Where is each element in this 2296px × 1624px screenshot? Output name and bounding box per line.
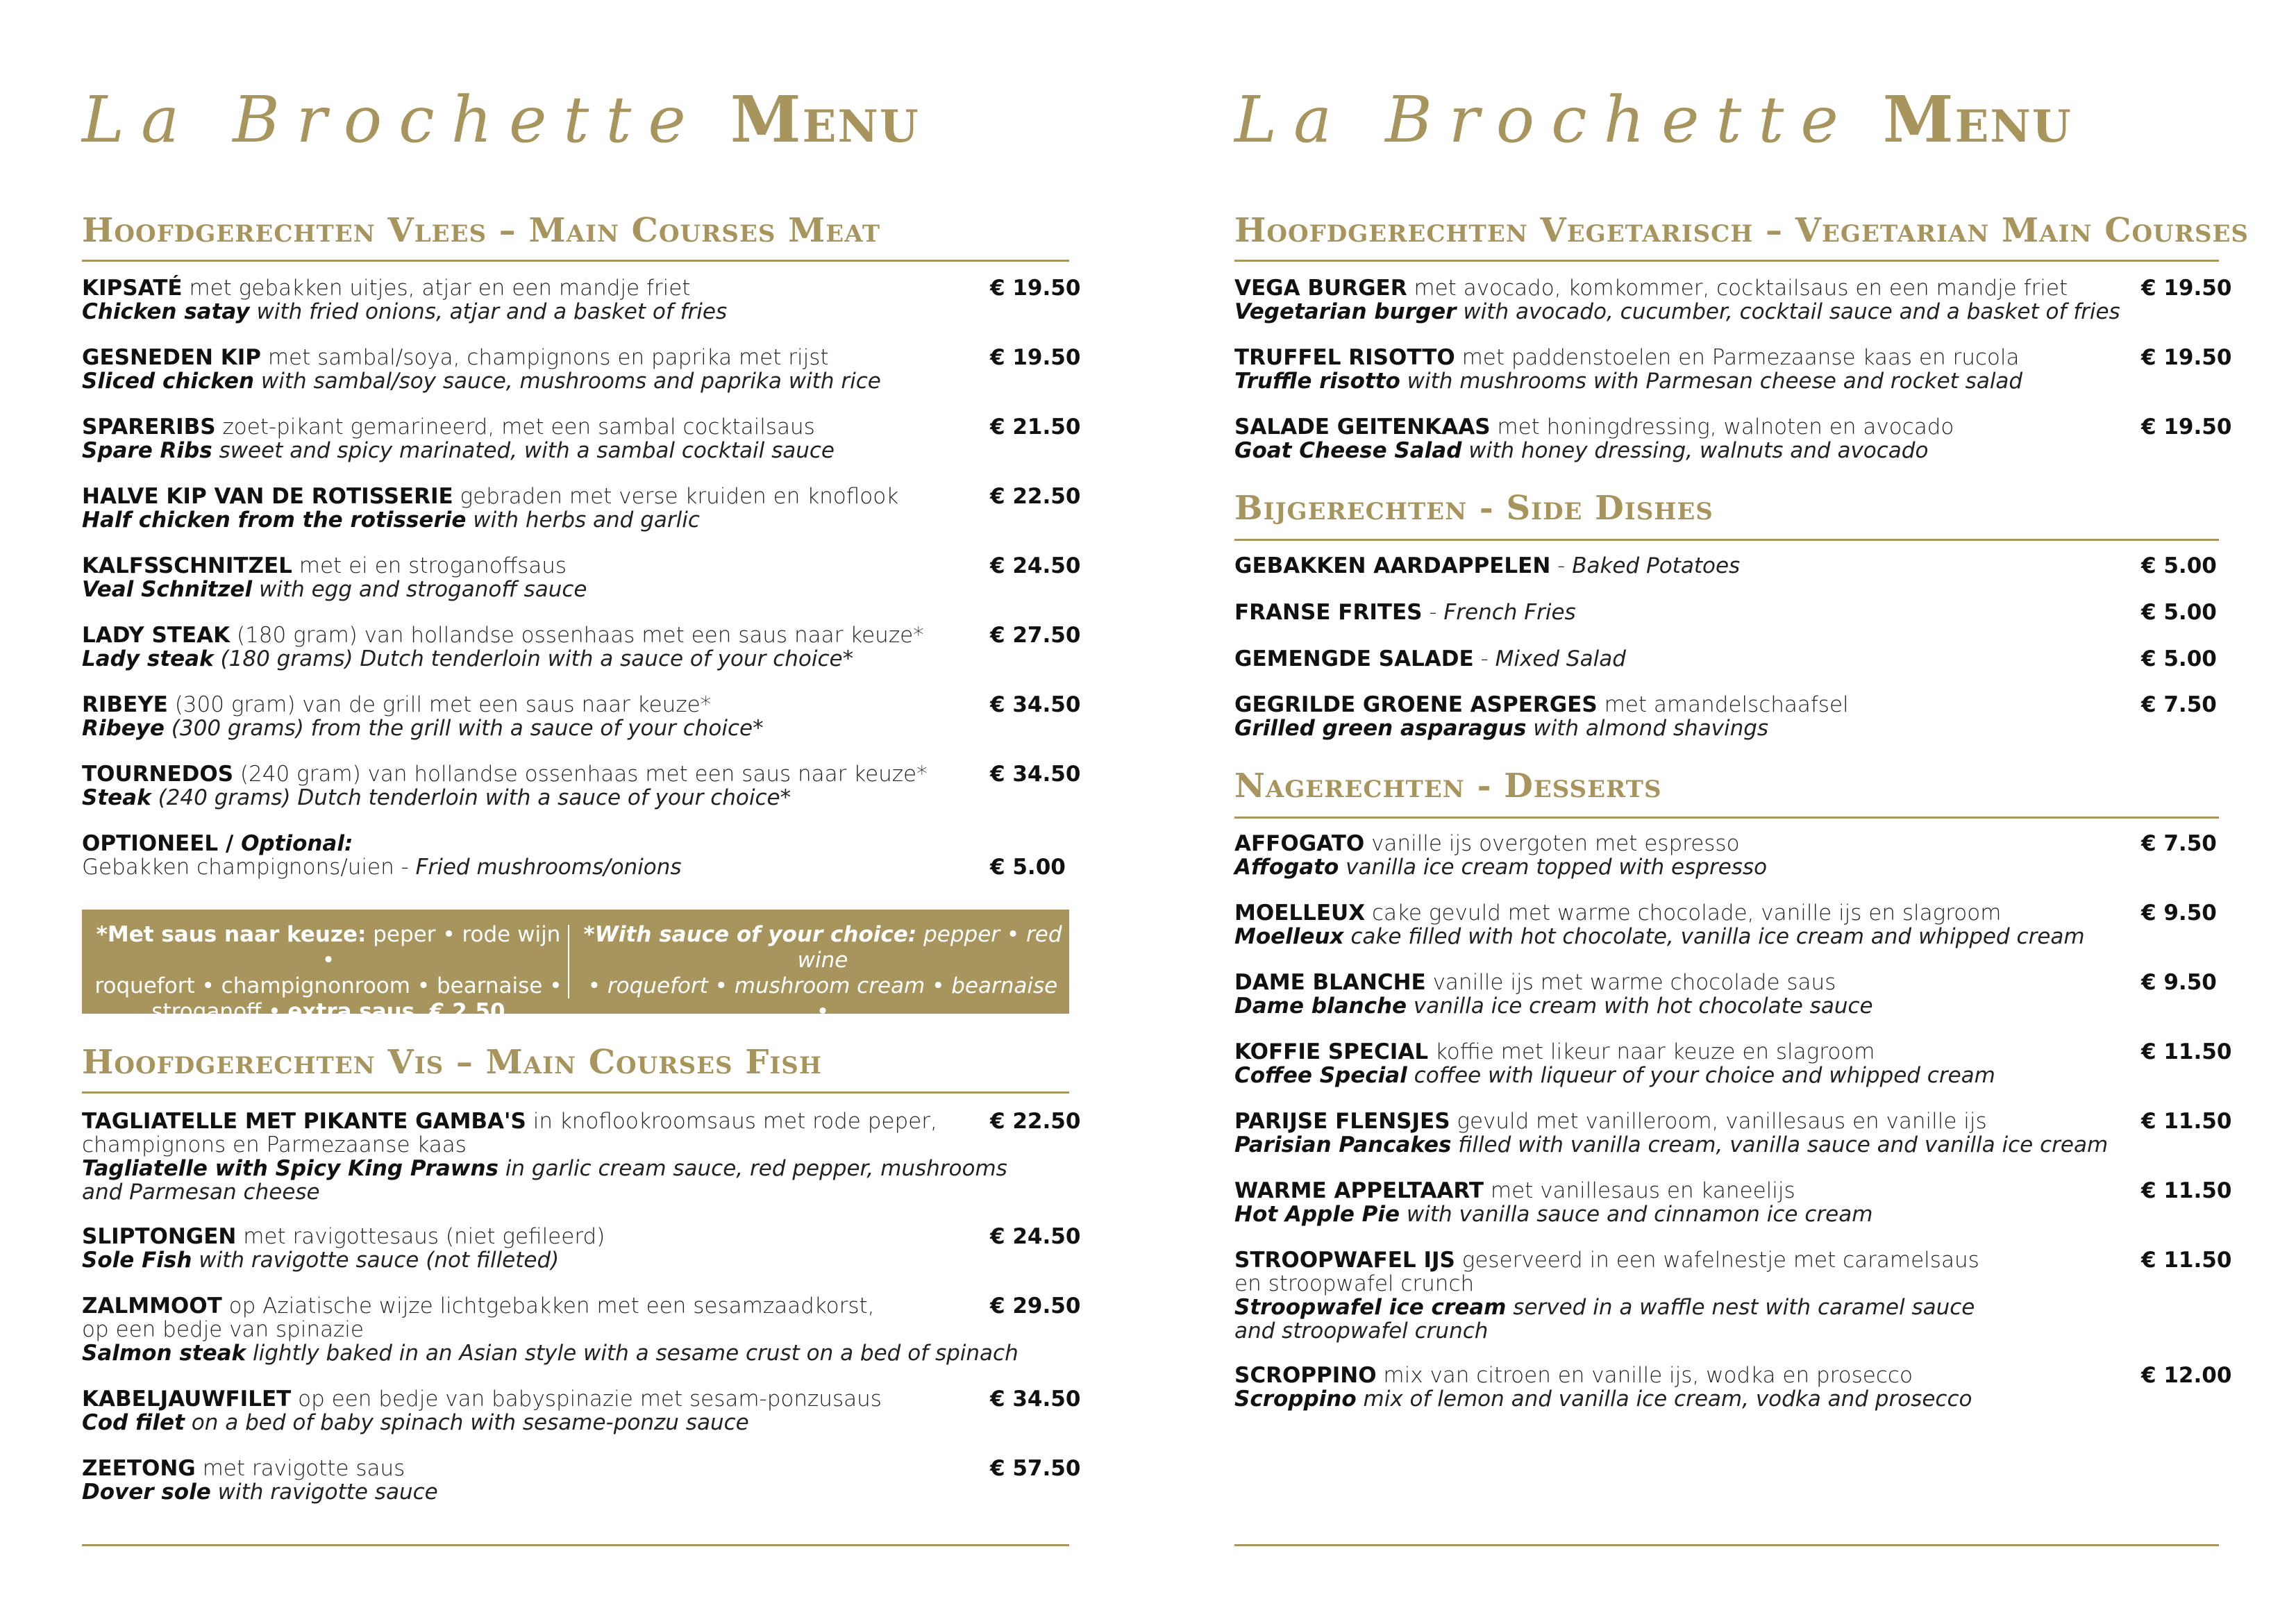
- item-description: (300 gram) van de grill met een saus naar keuze*: [167, 692, 712, 717]
- item-price: € 5.00: [2141, 600, 2217, 625]
- item-name: LADY STEAK: [82, 623, 231, 648]
- item-description-english: with herbs and garlic: [466, 508, 700, 533]
- item-description-english: with honey dressing, walnuts and avocado: [1461, 438, 1929, 463]
- section-title: Bijgerechten - Side Dishes: [1234, 489, 1713, 528]
- text-line: [1234, 717, 2219, 740]
- item-name: GEGRILDE GROENE ASPERGES: [1234, 692, 1598, 717]
- item-price: € 34.50: [990, 1387, 1081, 1412]
- item-description: mix van citroen en vanille ijs, wodka en prosecco: [1376, 1363, 1913, 1388]
- menu-item: [82, 692, 1081, 741]
- item-name-english: Stroopwafel ice cream: [1234, 1295, 1507, 1320]
- item-name-english: Coffee Special: [1234, 1063, 1407, 1088]
- text-line: [82, 647, 1069, 671]
- item-price: € 9.50: [2141, 970, 2217, 995]
- text-line: [583, 922, 1062, 973]
- text-line: € 2.50: [414, 999, 505, 1024]
- item-name-english: Parisian Pancakes: [1234, 1132, 1452, 1157]
- item-name-english: Sole Fish: [82, 1248, 192, 1273]
- text-line: [82, 439, 1069, 462]
- menu-item: [82, 415, 1081, 463]
- text-line: [1234, 1179, 2219, 1203]
- menu-item: [1234, 901, 2219, 948]
- text-line: • roquefort • mushroom cream • bearnaise •: [587, 973, 1058, 1024]
- divider: [1234, 539, 2219, 541]
- text-line: [1234, 1040, 2219, 1064]
- item-description-english: in garlic cream sauce, red pepper, mushrooms: [498, 1156, 1007, 1181]
- text-line: roquefort • champignonroom • bearnaise •: [94, 973, 562, 998]
- divider: [568, 925, 569, 998]
- menu-title: Menu: [730, 82, 920, 157]
- item-name: GEBAKKEN AARDAPPELEN: [1234, 553, 1551, 578]
- item-description-english: on a bed of baby spinach with sesame-ponzu sauce: [184, 1410, 749, 1435]
- item-price: € 19.50: [2141, 276, 2232, 301]
- section-meat-header: [82, 211, 1069, 250]
- item-name: FRANSE FRITES: [1234, 600, 1423, 625]
- item-price: € 19.50: [2141, 345, 2232, 370]
- item-price: € 22.50: [990, 484, 1081, 509]
- item-description-english: vanilla ice cream topped with espresso: [1339, 855, 1768, 880]
- item-price: € 19.50: [2141, 415, 2232, 440]
- text-line: [82, 485, 1069, 508]
- item-description-english: with fried onions, atjar and a basket of fries: [249, 299, 728, 324]
- text-line: € 2.50: [909, 1025, 1000, 1050]
- divider: [1234, 817, 2219, 819]
- item-description: gevuld met vanilleroom, vanillesaus en vanille ijs: [1450, 1109, 1987, 1134]
- item-price: € 11.50: [2141, 1178, 2232, 1203]
- item-description: met honingdressing, walnoten en avocado: [1490, 415, 1954, 440]
- brand-name: La Brochette: [1234, 83, 1855, 157]
- item-name: PARIJSE FLENSJES: [1234, 1109, 1450, 1134]
- item-price: € 11.50: [2141, 1109, 2232, 1134]
- menu-item: [1234, 345, 2232, 394]
- item-description: Gebakken champignons/uien -: [82, 855, 416, 880]
- item-name: KALFSSCHNITZEL: [82, 553, 292, 578]
- menu-item: [1234, 276, 2232, 324]
- text-line: [1234, 693, 2219, 717]
- item-name: GESNEDEN KIP: [82, 345, 261, 370]
- text-line: [1234, 1064, 2219, 1087]
- text-line: stroganoff •: [151, 999, 288, 1024]
- text-line: [1234, 554, 2219, 578]
- item-description: geserveerd in een wafelnestje met caramelsaus: [1455, 1248, 1979, 1273]
- item-description: vanille ijs overgoten met espresso: [1364, 831, 1740, 856]
- text-line: [1234, 855, 2219, 879]
- text-line: [1234, 832, 2219, 855]
- item-description: met vanillesaus en kaneelijs: [1484, 1178, 1795, 1203]
- item-name: DAME BLANCHE: [1234, 970, 1426, 995]
- item-name: GEMENGDE SALADE: [1234, 646, 1474, 671]
- text-line: [1234, 1296, 2219, 1319]
- item-name-english: Grilled green asparagus: [1234, 716, 1527, 741]
- text-line: [1234, 901, 2219, 925]
- item-name-english: Scroppino: [1234, 1387, 1357, 1412]
- menu-item: [1234, 693, 2219, 740]
- item-description-english: with sambal/soy sauce, mushrooms and paprika with rice: [254, 369, 881, 394]
- item-price: € 29.50: [990, 1294, 1081, 1319]
- brand-name: La Brochette: [82, 83, 703, 157]
- item-price: € 11.50: [2141, 1248, 2232, 1273]
- item-price: € 27.50: [990, 623, 1081, 648]
- section-sides-header: [1234, 489, 2219, 528]
- item-price: € 19.50: [990, 345, 1081, 370]
- item-description-english: with vanilla sauce and cinnamon ice cream: [1400, 1202, 1873, 1227]
- text-line: peper • rode wijn •: [321, 922, 561, 973]
- item-price: € 34.50: [990, 762, 1081, 787]
- item-description-english: and stroopwafel crunch: [1234, 1319, 1489, 1343]
- optional-extras: [82, 832, 1069, 879]
- item-name-english: Dover sole: [82, 1480, 211, 1505]
- item-name-english: Sliced chicken: [82, 369, 255, 394]
- item-description: cake gevuld met warme chocolade, vanille ijs en slagroom: [1365, 901, 2002, 926]
- item-description-english: with avocado, cucumber, cocktail sauce and a basket of fries: [1456, 299, 2120, 324]
- text-line: stroganoff • extra sauce: [645, 1025, 910, 1050]
- text-line: *Met saus naar keuze:: [96, 922, 367, 947]
- menu-item: [82, 1456, 1081, 1505]
- item-description: met gebakken uitjes, atjar en een mandje friet: [182, 276, 691, 301]
- text-line: [82, 1294, 1069, 1318]
- text-line: [1234, 994, 2219, 1018]
- text-line: [1234, 415, 2219, 439]
- text-line: *With sauce of your choice:: [583, 922, 917, 947]
- item-price: € 34.50: [990, 692, 1081, 717]
- divider: [1234, 1544, 2219, 1546]
- item-description: met amandelschaafsel: [1597, 692, 1849, 717]
- divider: [82, 1091, 1069, 1094]
- section-fish-header: [82, 1043, 1069, 1082]
- section-title: Hoofdgerechten Vis – Main Courses Fish: [82, 1043, 822, 1082]
- item-description: op een bedje van spinazie: [82, 1317, 364, 1342]
- item-description-english: vanilla ice cream with hot chocolate sauce: [1407, 994, 1873, 1019]
- item-name: ZEETONG: [82, 1456, 196, 1481]
- item-description-english: with ravigotte sauce (not filleted): [192, 1248, 560, 1273]
- item-price: € 19.50: [990, 276, 1081, 301]
- item-description: vanille ijs met warme chocolade saus: [1425, 970, 1836, 995]
- menu-item: [82, 762, 1081, 810]
- text-line: [82, 832, 1069, 855]
- item-description-english: coffee with liqueur of your choice and whipped cream: [1407, 1063, 1995, 1088]
- item-price: € 12.00: [2141, 1363, 2232, 1388]
- item-name: HALVE KIP VAN DE ROTISSERIE: [82, 484, 453, 509]
- item-price: € 21.50: [990, 415, 1081, 440]
- item-description: met paddenstoelen en Parmezaanse kaas en rucola: [1455, 345, 2020, 370]
- item-price: € 5.00: [2141, 646, 2217, 671]
- divider: [1234, 260, 2219, 262]
- item-name-english: Salmon steak: [82, 1341, 246, 1366]
- item-price: € 7.50: [2141, 692, 2217, 717]
- sauce-choice-english: [583, 922, 1062, 1050]
- item-description: (240 gram) van hollandse ossenhaas met een saus naar keuze*: [233, 762, 928, 787]
- item-description-english: served in a waffle nest with caramel sauce: [1506, 1295, 1975, 1320]
- item-name-english: Veal Schnitzel: [82, 577, 253, 602]
- item-name-english: Vegetarian burger: [1234, 299, 1457, 324]
- text-line: [82, 276, 1069, 300]
- item-name: KOFFIE SPECIAL: [1234, 1039, 1429, 1064]
- item-description-english: French Fries: [1443, 600, 1576, 625]
- item-description: -: [1422, 600, 1444, 625]
- item-price: € 57.50: [990, 1456, 1081, 1481]
- text-line: [1234, 369, 2219, 393]
- text-line: [1234, 925, 2219, 948]
- item-name: ZALMMOOT: [82, 1294, 222, 1319]
- text-line: [1234, 1203, 2219, 1226]
- item-name: TOURNEDOS: [82, 762, 234, 787]
- text-line: [82, 693, 1069, 717]
- text-line: [82, 1110, 1069, 1133]
- item-name: SPARERIBS: [82, 415, 216, 440]
- section-desserts-header: [1234, 767, 2219, 805]
- text-line: [1234, 1272, 2219, 1296]
- item-name-english: Affogato: [1234, 855, 1339, 880]
- item-name: RIBEYE: [82, 692, 168, 717]
- item-price: € 11.50: [2141, 1039, 2232, 1064]
- menu-item: [82, 345, 1081, 394]
- item-description-english: filled with vanilla cream, vanilla sauce and vanilla ice cream: [1451, 1132, 2109, 1157]
- menu-item: [1234, 1039, 2232, 1088]
- item-name: TRUFFEL RISOTTO: [1234, 345, 1455, 370]
- item-description-english: cake filled with hot chocolate, vanilla ice cream and whipped cream: [1343, 924, 2085, 949]
- menu-item: [1234, 1178, 2232, 1227]
- item-description: -: [1473, 646, 1495, 671]
- sauce-choice-box: [82, 910, 1069, 1050]
- item-description-english: (180 grams) Dutch tenderloin with a sauce of your choice*: [213, 646, 854, 671]
- item-name-english: Goat Cheese Salad: [1234, 438, 1462, 463]
- text-line: [1234, 276, 2219, 300]
- text-line: [82, 508, 1069, 532]
- item-name: KABELJAUWFILET: [82, 1387, 292, 1412]
- item-name: MOELLEUX: [1234, 901, 1366, 926]
- section-title: Hoofdgerechten Vlees – Main Courses Meat: [82, 211, 881, 250]
- menu-item: [1234, 601, 2219, 624]
- text-line: [82, 762, 1069, 786]
- item-name: AFFOGATO: [1234, 831, 1365, 856]
- text-line: [1234, 300, 2219, 324]
- text-line: [82, 300, 1069, 324]
- text-line: [82, 1225, 1069, 1248]
- text-line: [82, 1480, 1069, 1504]
- text-line: [82, 1457, 1069, 1480]
- item-price: € 5.00: [2141, 553, 2217, 578]
- text-line: [1234, 1248, 2219, 1272]
- item-price: € 7.50: [2141, 831, 2217, 856]
- item-description-english: Fried mushrooms/onions: [415, 855, 682, 880]
- item-description-english: (300 grams) from the grill with a sauce of your choice*: [164, 716, 764, 741]
- item-description: -: [1550, 553, 1573, 578]
- menu-item: [1234, 415, 2232, 463]
- text-line: [1234, 971, 2219, 994]
- text-line: [82, 1318, 1069, 1341]
- text-line: [1234, 1387, 2219, 1411]
- text-line: [82, 1248, 1069, 1272]
- menu-item: [82, 276, 1081, 324]
- item-name-english: Ribeye: [82, 716, 165, 741]
- item-name: VEGA BURGER: [1234, 276, 1407, 301]
- text-line: [82, 578, 1069, 601]
- item-description: in knoflookroomsaus met rode peper,: [526, 1109, 937, 1134]
- menu-item: [1234, 1248, 2232, 1343]
- item-description-english: with egg and stroganoff sauce: [252, 577, 587, 602]
- item-description: zoet-pikant gemarineerd, met een sambal cocktailsaus: [215, 415, 815, 440]
- item-description-english: sweet and spicy marinated, with a sambal cocktail sauce: [212, 438, 835, 463]
- item-description-english: with almond shavings: [1526, 716, 1769, 741]
- section-vegetarian-header: [1234, 211, 2249, 250]
- item-name-english: Optional:: [241, 831, 353, 856]
- item-description: op Aziatische wijze lichtgebakken met een sesamzaadkorst,: [221, 1294, 875, 1319]
- item-description-english: Baked Potatoes: [1572, 553, 1741, 578]
- text-line: [82, 346, 1069, 369]
- menu-item: [82, 1109, 1081, 1205]
- text-line: [89, 999, 568, 1025]
- section-title: Hoofdgerechten Vegetarisch – Vegetarian Main Courses: [1234, 211, 2249, 250]
- menu-item: [82, 1224, 1081, 1273]
- item-description-english: mix of lemon and vanilla ice cream, vodka and prosecco: [1356, 1387, 1972, 1412]
- divider: [82, 260, 1069, 262]
- menu-item: [1234, 1363, 2232, 1412]
- item-name-english: Lady steak: [82, 646, 214, 671]
- item-name-english: Chicken satay: [82, 299, 250, 324]
- item-description: op een bedje van babyspinazie met sesam-ponzusaus: [291, 1387, 882, 1412]
- sauce-choice-dutch: [89, 922, 568, 1025]
- text-line: [1234, 1133, 2219, 1157]
- item-price: € 24.50: [990, 553, 1081, 578]
- menu-item: [1234, 832, 2219, 879]
- text-line: extra saus: [287, 999, 415, 1024]
- item-name-english: Moelleux: [1234, 924, 1344, 949]
- item-name-english: Dame blanche: [1234, 994, 1407, 1019]
- text-line: [1234, 647, 2219, 671]
- item-name: TAGLIATELLE MET PIKANTE GAMBA'S: [82, 1109, 526, 1134]
- item-description-english: (240 grams) Dutch tenderloin with a sauce of your choice*: [151, 785, 791, 810]
- menu-item: [1234, 1109, 2232, 1157]
- item-name-english: Spare Ribs: [82, 438, 212, 463]
- text-line: [1234, 346, 2219, 369]
- item-description: met avocado, komkommer, cocktailsaus en een mandje friet: [1407, 276, 2068, 301]
- item-description-english: with ravigotte sauce: [210, 1480, 438, 1505]
- item-description-english: Mixed Salad: [1495, 646, 1626, 671]
- item-description: met ravigottesaus (niet gefileerd): [236, 1224, 605, 1249]
- text-line: [82, 554, 1069, 578]
- menu-item: [82, 553, 1081, 602]
- item-price: € 22.50: [990, 1109, 1081, 1134]
- item-description: met sambal/soya, champignons en paprika met rijst: [261, 345, 829, 370]
- menu-item: [1234, 647, 2219, 671]
- item-name-english: Cod filet: [82, 1410, 185, 1435]
- menu-item: [82, 1294, 1081, 1366]
- menu-item: [82, 623, 1081, 671]
- item-name: SCROPPINO: [1234, 1363, 1377, 1388]
- text-line: pepper • red wine: [797, 922, 1062, 973]
- item-name: SALADE GEITENKAAS: [1234, 415, 1491, 440]
- item-description: (180 gram) van hollandse ossenhaas met een saus naar keuze*: [230, 623, 924, 648]
- item-description: met ravigotte saus: [195, 1456, 405, 1481]
- text-line: [82, 1411, 1069, 1434]
- menu-item: [1234, 971, 2219, 1018]
- item-name: WARME APPELTAART: [1234, 1178, 1484, 1203]
- item-price: € 9.50: [2141, 901, 2217, 926]
- item-price: € 5.00: [990, 855, 1066, 880]
- item-description-english: with mushrooms with Parmesan cheese and rocket salad: [1400, 369, 2023, 394]
- item-name: OPTIONEEL /: [82, 831, 242, 856]
- item-name-english: Half chicken from the rotisserie: [82, 508, 467, 533]
- menu-header: [1234, 82, 2072, 165]
- text-line: [82, 1157, 1069, 1180]
- menu-item: [82, 1387, 1081, 1435]
- menu-header: [82, 82, 920, 165]
- item-name-english: Hot Apple Pie: [1234, 1202, 1400, 1227]
- item-name-english: Steak: [82, 785, 151, 810]
- text-line: [82, 369, 1069, 393]
- text-line: [89, 922, 568, 973]
- text-line: [82, 717, 1069, 740]
- item-name-english: Tagliatelle with Spicy King Prawns: [82, 1156, 498, 1181]
- item-name: KIPSATÉ: [82, 276, 183, 301]
- item-description: koffie met likeur naar keuze en slagroom: [1428, 1039, 1875, 1064]
- text-line: [82, 1133, 1069, 1157]
- menu-title: Menu: [1882, 82, 2072, 157]
- item-name: SLIPTONGEN: [82, 1224, 237, 1249]
- item-description: champignons en Parmezaanse kaas: [82, 1132, 467, 1157]
- item-description: met ei en stroganoffsaus: [292, 553, 567, 578]
- item-description: gebraden met verse kruiden en knoflook: [453, 484, 899, 509]
- section-title: Nagerechten - Desserts: [1234, 767, 1662, 805]
- item-description-english: lightly baked in an Asian style with a sesame crust on a bed of spinach: [246, 1341, 1019, 1366]
- divider: [82, 1544, 1069, 1546]
- text-line: [82, 623, 1069, 647]
- item-description: en stroopwafel crunch: [1234, 1271, 1475, 1296]
- text-line: [1234, 1110, 2219, 1133]
- text-line: [1234, 439, 2219, 462]
- text-line: [82, 1341, 1069, 1365]
- text-line: [82, 1387, 1069, 1411]
- text-line: [1234, 601, 2219, 624]
- menu-item: [82, 484, 1081, 533]
- text-line: [82, 855, 1069, 879]
- item-name-english: Truffle risotto: [1234, 369, 1400, 394]
- menu-item: [1234, 554, 2219, 578]
- text-line: [1234, 1319, 2219, 1343]
- text-line: [82, 415, 1069, 439]
- text-line: [82, 1180, 1069, 1204]
- text-line: [1234, 1364, 2219, 1387]
- item-name: STROOPWAFEL IJS: [1234, 1248, 1455, 1273]
- text-line: [82, 786, 1069, 810]
- item-description-english: and Parmesan cheese: [82, 1180, 320, 1205]
- item-price: € 24.50: [990, 1224, 1081, 1249]
